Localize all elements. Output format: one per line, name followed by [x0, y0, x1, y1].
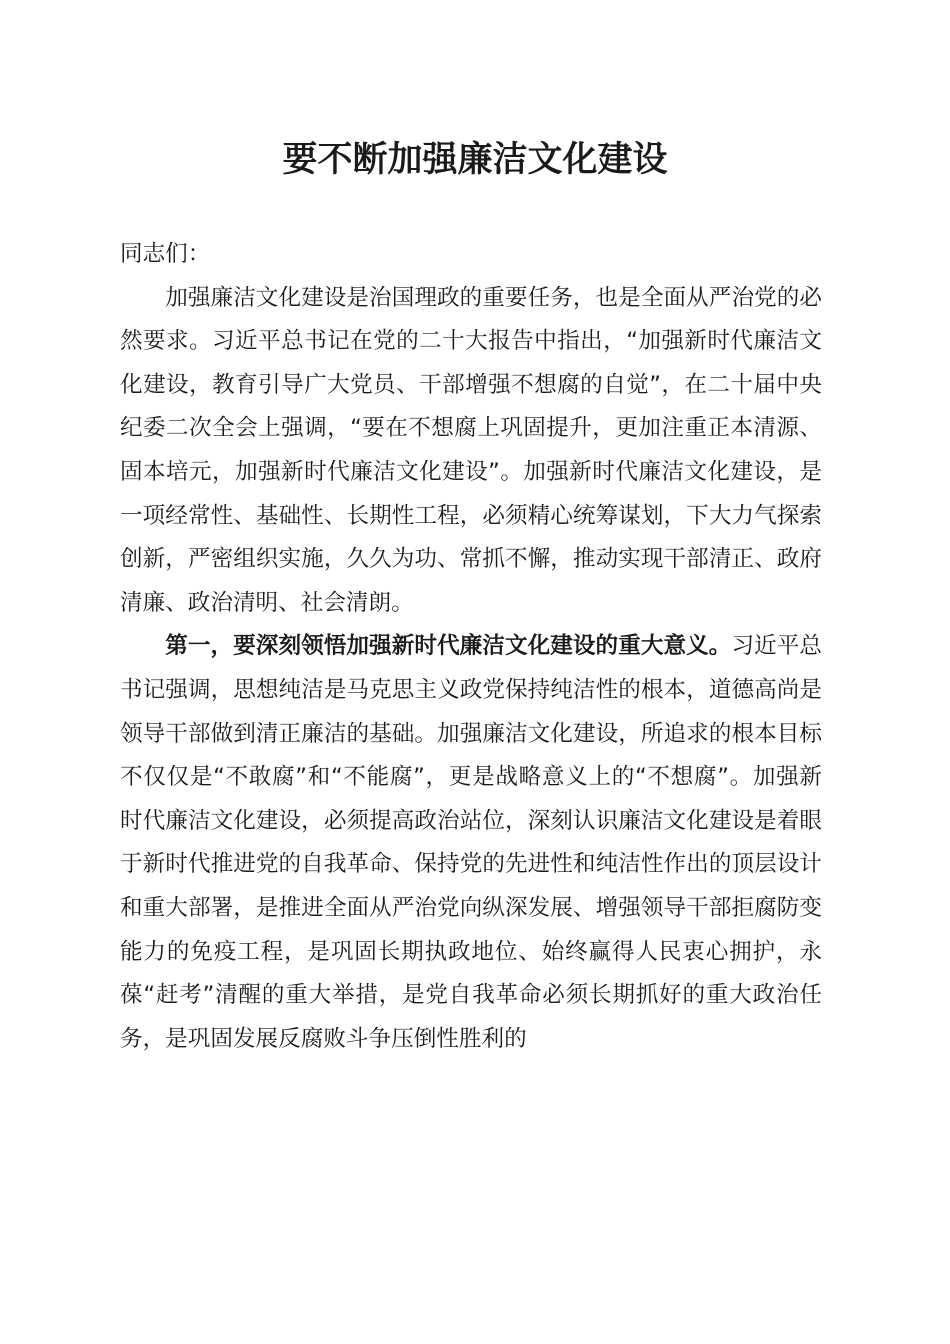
paragraph-lead-sentence: 第一，要深刻领悟加强新时代廉洁文化建设的重大意义。 [165, 633, 732, 660]
paragraph-body-text: 习近平总书记强调，思想纯洁是马克思主义政党保持纯洁性的根本，道德高尚是领导干部做到清正廉洁的基础。加强廉洁文化建设，所追求的根本目标不仅仅是“不敢腐”和“不能腐”，更是战略意义上的“不想腐”。加强新时代廉洁文化建设，必须提高政治站位，深刻认识廉洁文化建设是着眼于新时代推进党的自我革命、保持党的先进性和纯洁性作出的顶层设计和重大部署，是推进全面从严治党向纵深发展、增强领导干部拒腐防变能力的免疫工程，是巩固长期执政地位、始终赢得人民衷心拥护，永葆“赶考”清醒的重大举措，是党自我革命必须长期抓好的重大政治任务，是巩固发展反腐败斗争压倒性胜利的 [120, 633, 823, 1052]
document-title: 要不断加强廉洁文化建设 [282, 139, 668, 180]
salutation: 同志们： [120, 241, 211, 267]
document-body [120, 233, 822, 1061]
paragraph-first-point [120, 625, 822, 1061]
paragraph-intro: 加强廉洁文化建设是治国理政的重要任务，也是全面从严治党的必然要求。习近平总书记在党的二十大报告中指出，“加强新时代廉洁文化建设，教育引导广大党员、干部增强不想腐的自觉”，在二十届中央纪委二次全会上强调，“要在不想腐上巩固提升，更加注重正本清源、固本培元，加强新时代廉洁文化建设”。加强新时代廉洁文化建设，是一项经常性、基础性、长期性工程，必须精心统筹谋划，下大力气探索创新，严密组织实施，久久为功、常抓不懈，推动实现干部清正、政府清廉、政治清明、社会清朗。 [120, 284, 822, 616]
